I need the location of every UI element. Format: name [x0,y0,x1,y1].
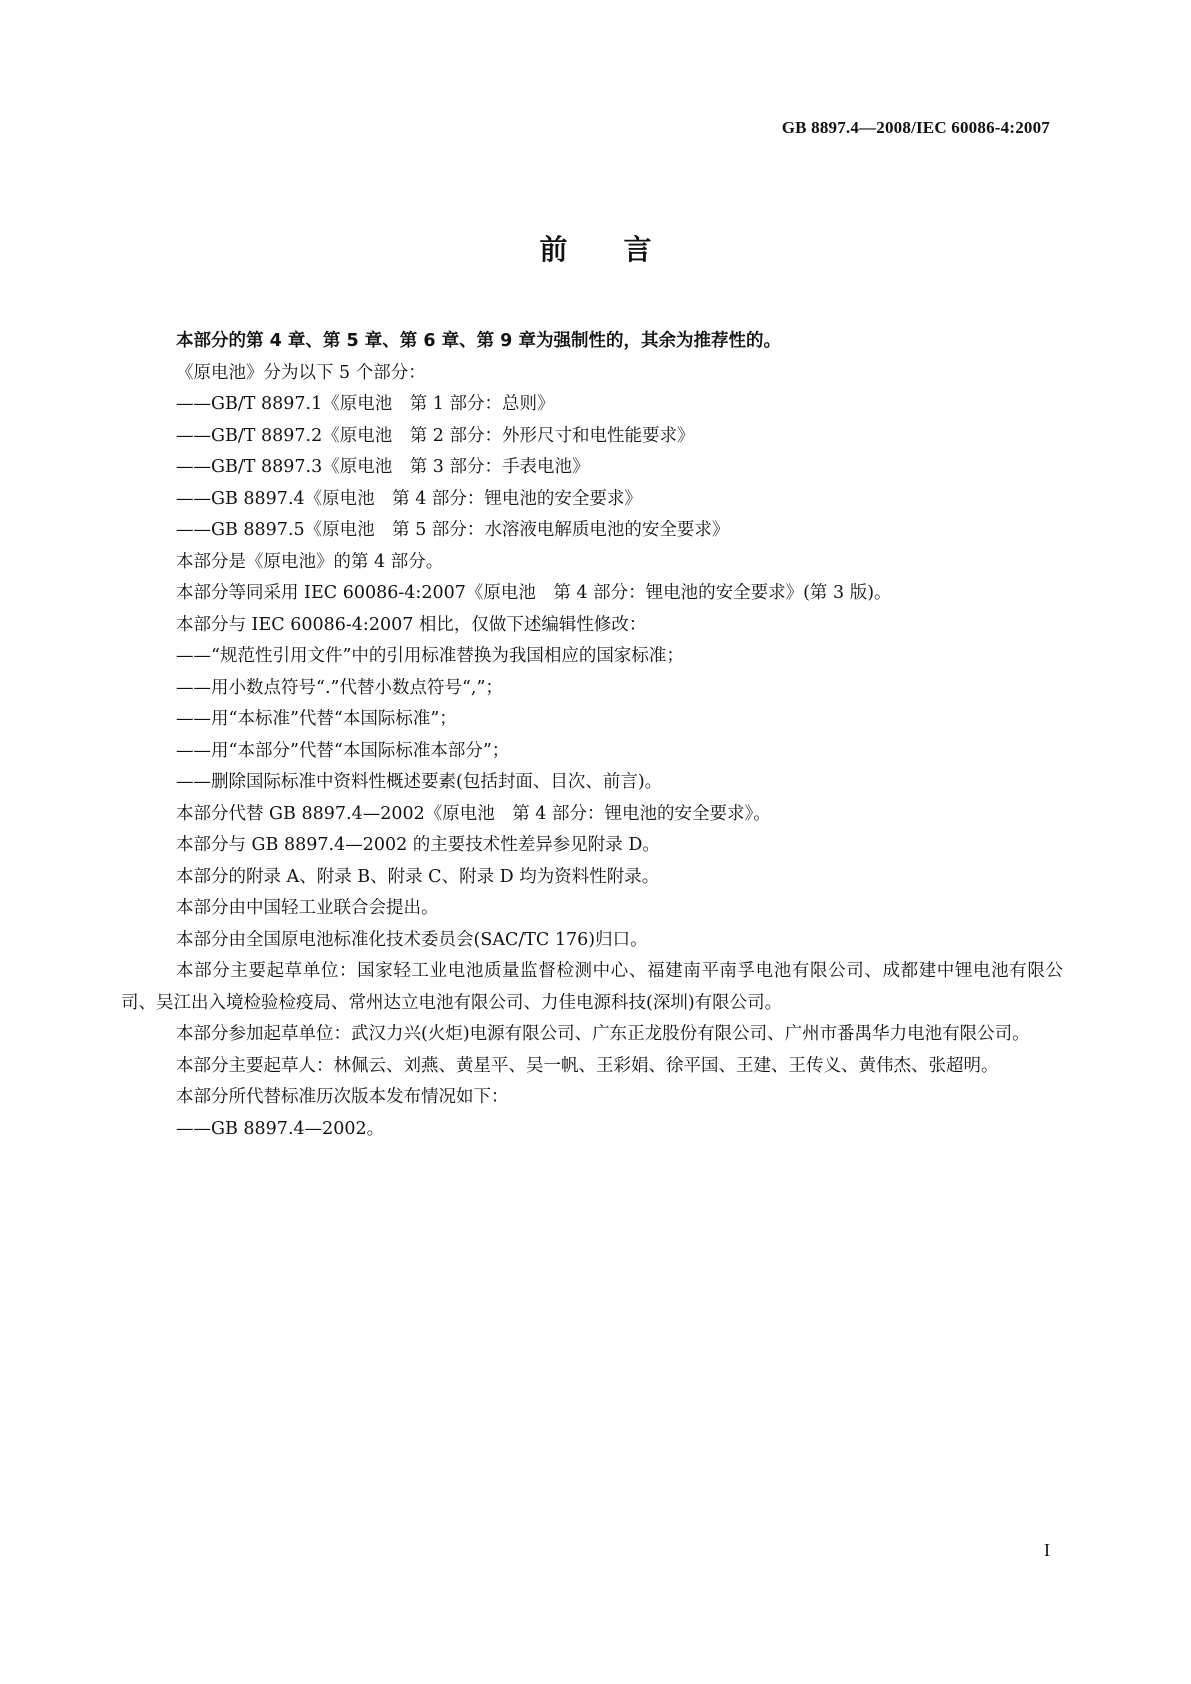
participating-units-paragraph: 本部分参加起草单位：武汉力兴(火炬)电源有限公司、广东正龙股份有限公司、广州市番禺华力电池有限公司。 [176,1024,1030,1044]
page-title: 前 言 [539,233,652,266]
list-item: ——用“本部分”代替“本国际标准本部分”； [176,740,510,761]
text-line: 本部分所代替标准历次版本发布情况如下： [176,1087,509,1107]
list-item: ——GB 8897.4《原电池 第 4 部分：锂电池的安全要求》 [176,488,642,509]
list-item: ——GB/T 8897.3《原电池 第 3 部分：手表电池》 [176,457,590,477]
standard-number-header: GB 8897.4—2008/IEC 60086-4:2007 [781,118,1050,137]
mandatory-statement: 本部分的第 4 章、第 5 章、第 6 章、第 9 章为强制性的，其余为推荐性的。 [176,331,781,351]
list-item: ——“规范性引用文件”中的引用标准替换为我国相应的国家标准； [176,646,684,666]
text-line: 本部分的附录 A、附录 B、附录 C、附录 D 均为资料性附录。 [176,866,660,887]
list-item: ——GB/T 8897.2《原电池 第 2 部分：外形尺寸和电性能要求》 [176,425,695,446]
drafters-line: 本部分主要起草人：林佩云、刘燕、黄星平、吴一帆、王彩娟、徐平国、王建、王传义、黄伟杰、张超明。 [176,1055,999,1076]
page-number: I [1044,1540,1050,1560]
text-line: 本部分等同采用 IEC 60086-4:2007《原电池 第 4 部分：锂电池的安全要求》(第 3 版)。 [176,583,892,603]
list-item: ——用“本标准”代替“本国际标准”； [176,709,457,729]
list-item: ——GB 8897.5《原电池 第 5 部分：水溶液电解质电池的安全要求》 [176,520,730,540]
list-item: ——GB 8897.4—2002。 [176,1118,385,1139]
text-line: 本部分由中国轻工业联合会提出。 [176,898,439,918]
text-line: 《原电池》分为以下 5 个部分： [176,362,426,383]
list-item: ——用小数点符号“.”代替小数点符号“,”； [176,677,503,698]
text-line: 本部分与 GB 8897.4—2002 的主要技术性差异参见附录 D。 [176,835,660,855]
list-item: ——删除国际标准中资料性概述要素(包括封面、目次、前言)。 [176,772,663,792]
list-item: ——GB/T 8897.1《原电池 第 1 部分：总则》 [176,394,555,414]
drafting-units-paragraph: 本部分主要起草单位：国家轻工业电池质量监督检测中心、福建南平南孚电池有限公司、成都建中锂电池有限公司、吴江出入境检验检疫局、常州达立电池有限公司、力佳电源科技(深圳)有限公司。 [121,961,1063,1013]
text-line: 本部分是《原电池》的第 4 部分。 [176,551,444,572]
foreword-body [121,326,1063,1145]
text-line: 本部分代替 GB 8897.4—2002《原电池 第 4 部分：锂电池的安全要求》。 [176,803,771,824]
text-line: 本部分由全国原电池标准化技术委员会(SAC/TC 176)归口。 [176,929,648,950]
text-line: 本部分与 IEC 60086-4:2007 相比，仅做下述编辑性修改： [176,614,647,635]
